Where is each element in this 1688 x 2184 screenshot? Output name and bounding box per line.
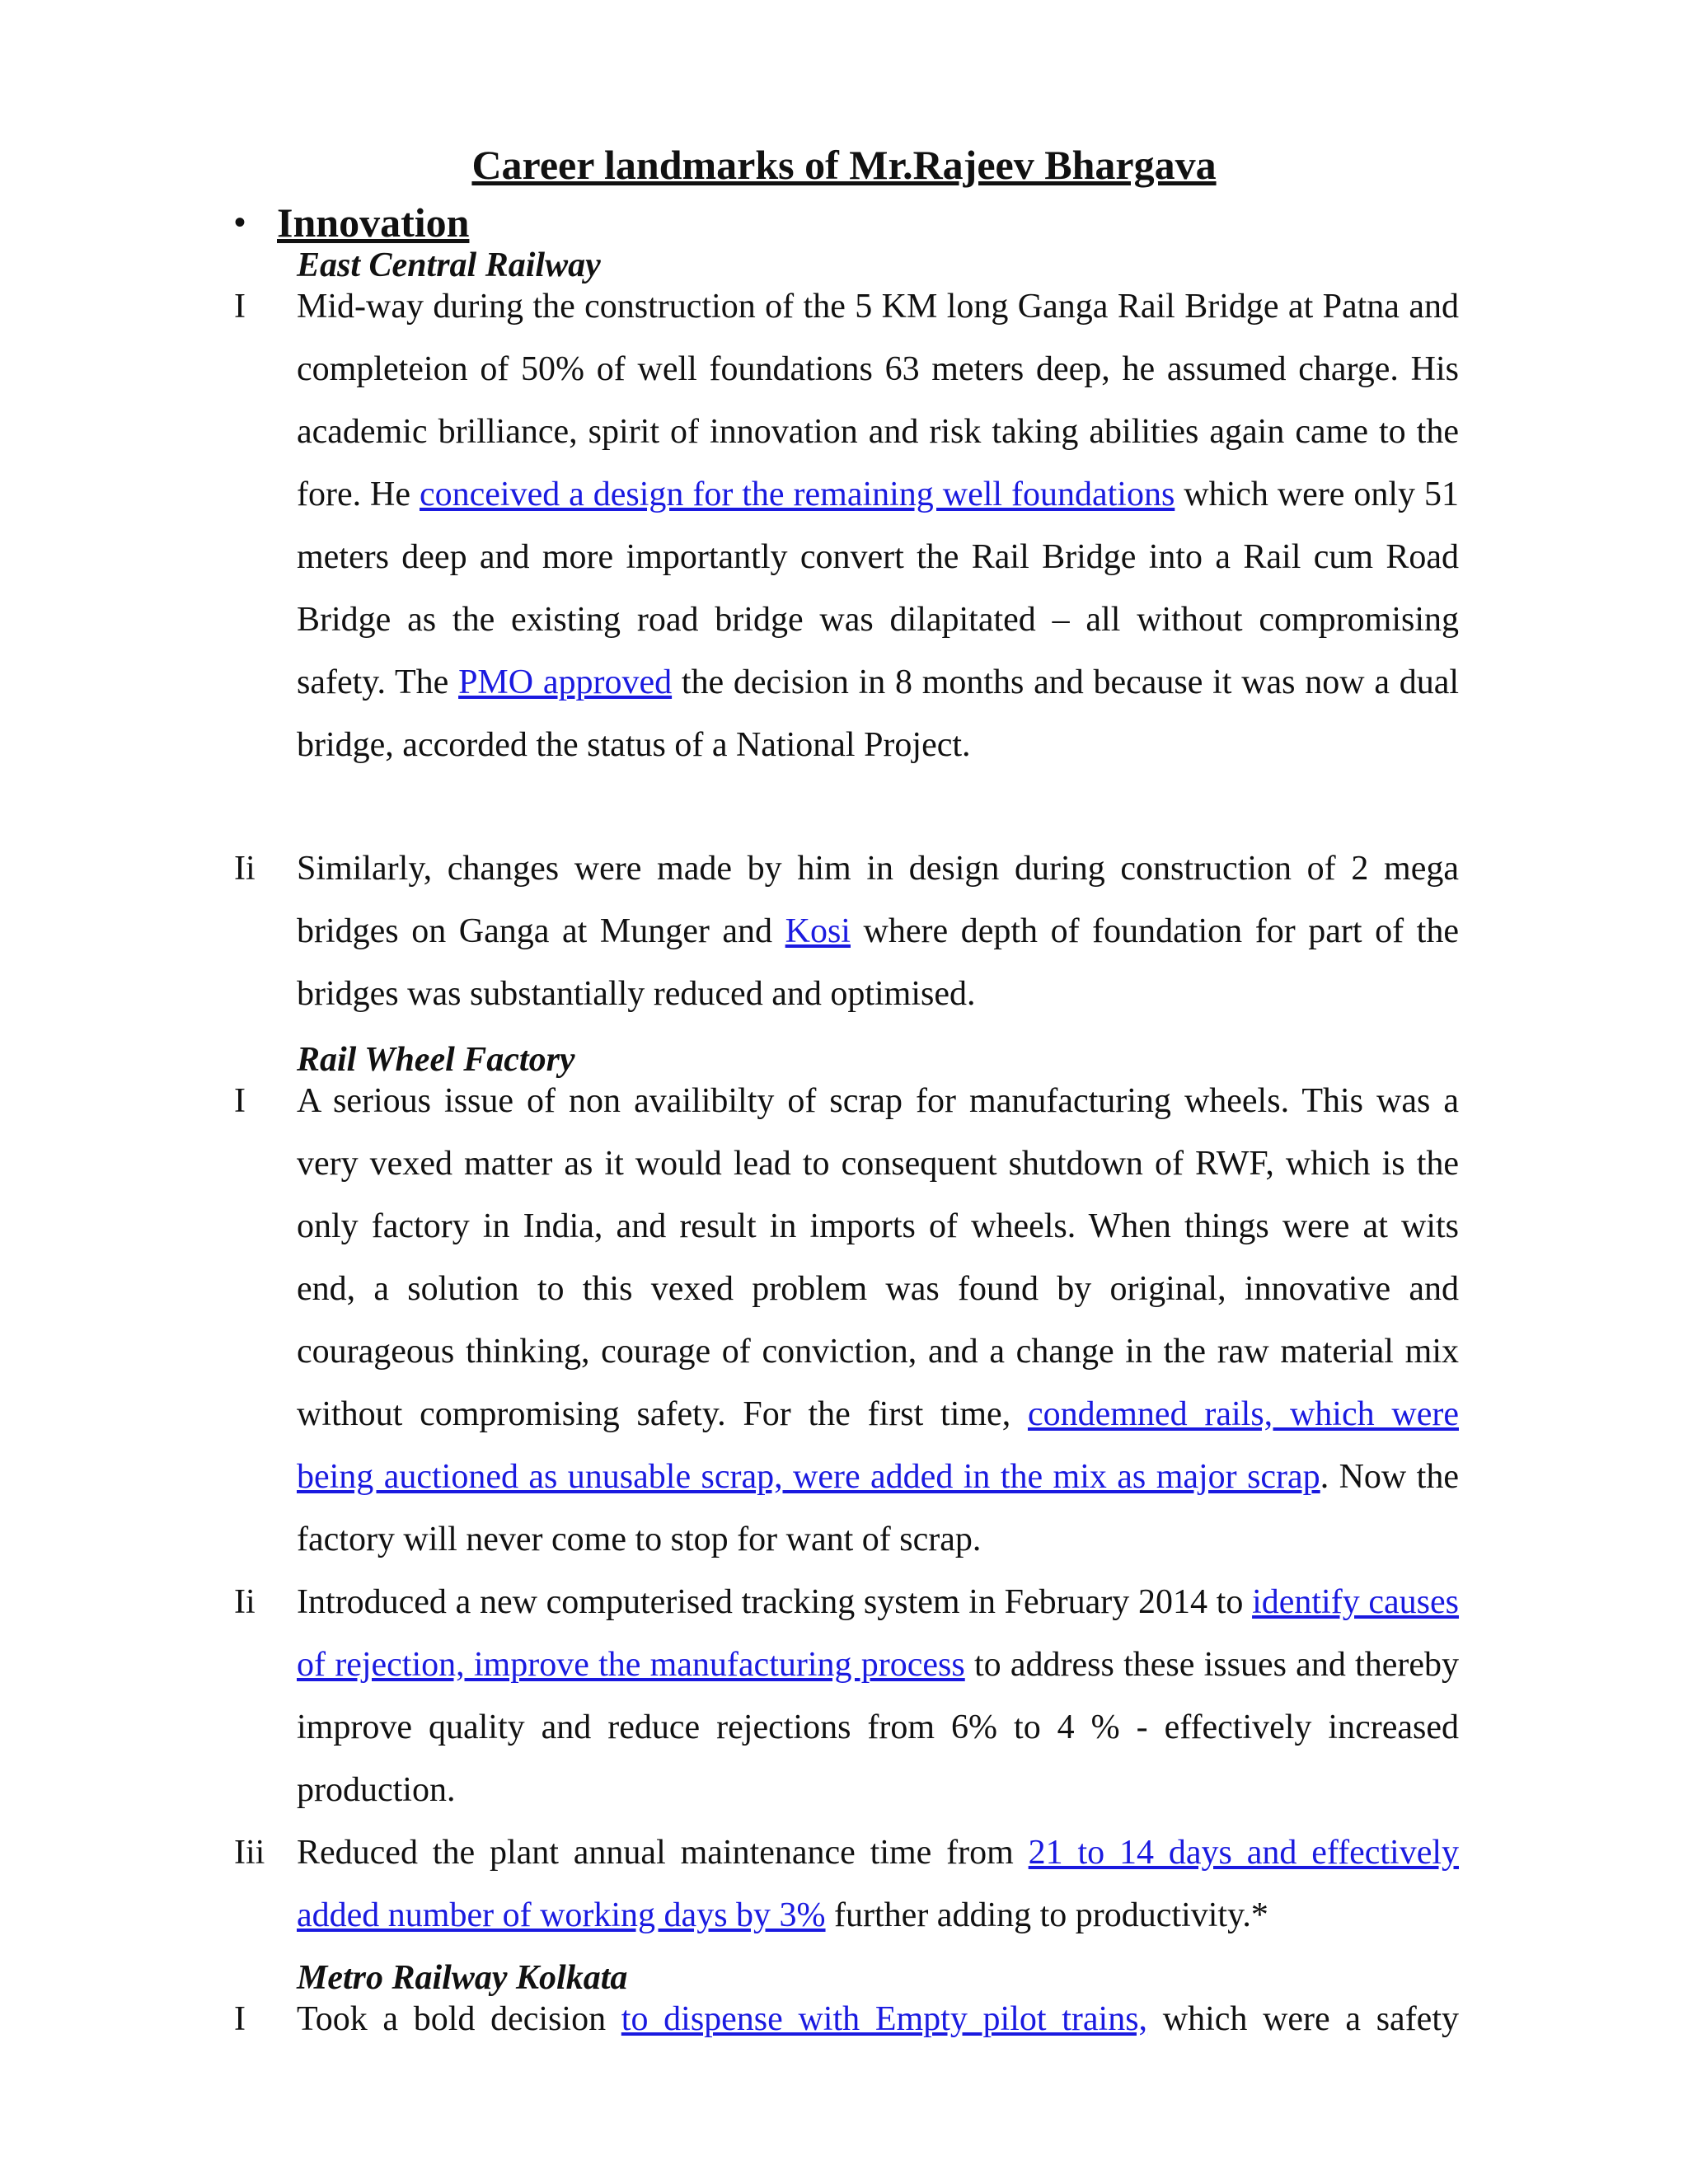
link-conceived-design[interactable]: conceived a design for the remaining well foundations [419,476,1175,513]
section-heading-east-central-railway: East Central Railway [297,246,601,284]
link-maintenance-days[interactable]: 21 to 14 days and effectively added number of working days by 3% [297,1834,1459,1934]
paragraph-ecr-1 [297,275,1459,776]
item-number: Ii [234,1583,256,1621]
paragraph-text: which were only 51 meters deep and more importantly convert the Rail Bridge into a Rail cum Road Bridge as the existing road bridge was dilapitated – all without compromising safety. The [297,476,1459,701]
link-pmo-approved[interactable]: PMO approved [458,663,673,701]
paragraph-text: A serious issue of non availibilty of scrap for manufacturing wheels. This was a very vexed matter as it would lead to consequent shutdown of RWF, which is the only factory in India, and result in imports of wheels. When things were at wits end, a solution to this vexed problem was found by original, innovative and courageous thinking, courage of conviction, and a change in the raw material mix without compromising safety. For the first time, [297,1082,1459,1433]
paragraph-text: to address these issues and thereby improve quality and reduce rejections from 6% to 4 % - effectively increased production. [297,1646,1459,1809]
item-number: I [234,2000,246,2038]
paragraph-rwf-1 [297,1070,1459,1571]
section-heading-rail-wheel-factory: Rail Wheel Factory [297,1041,575,1079]
paragraph-rwf-3 [297,1821,1459,1947]
paragraph-text: where depth of foundation for part of the bridges was substantially reduced and optimised. [297,912,1459,1013]
paragraph-text: Introduced a new computerised tracking system in February 2014 to [297,1583,1253,1621]
paragraph-text: which were a safety [1147,2000,1459,2038]
bullet-icon: • [234,204,246,241]
heading-text: Innovation [277,199,470,246]
paragraph-text: further adding to productivity.* [825,1896,1268,1934]
paragraph-text: the decision in 8 months and because it was now a dual bridge, accorded the status of a National Project. [297,663,1460,764]
item-number: I [234,288,246,326]
link-kosi[interactable]: Kosi [785,912,851,950]
paragraph-text: Reduced the plant annual maintenance time from [297,1834,1029,1872]
page-title: Career landmarks of Mr.Rajeev Bhargava [471,142,1217,188]
paragraph-rwf-2 [297,1571,1459,1821]
paragraph-text: Mid-way during the construction of the 5 KM long Ganga Rail Bridge at Patna and completeion of 50% of well foundations 63 meters deep, he assumed charge. His academic brilliance, spirit of innovation and risk taking abilities again came to the fore. He [297,288,1459,513]
item-number: Iii [234,1834,265,1872]
paragraph-text: Took a bold decision [297,2000,621,2038]
link-dispense-pilot-trains[interactable]: to dispense with Empty pilot trains, [621,2000,1148,2038]
link-condemned-rails[interactable]: condemned rails, which were being auctioned as unusable scrap, were added in the mix as major scrap [297,1395,1459,1496]
section-heading-metro-railway-kolkata: Metro Railway Kolkata [297,1959,628,1997]
item-number: I [234,1082,246,1120]
paragraph-text: . Now the factory will never come to stop for want of scrap. [297,1458,1459,1558]
paragraph-metro-1 [297,1988,1459,2050]
link-identify-causes[interactable]: identify causes of rejection, improve the manufacturing process [297,1583,1460,1684]
paragraph-text: Similarly, changes were made by him in design during construction of 2 mega bridges on Ganga at Munger and [297,850,1459,950]
innovation-heading [234,196,469,249]
paragraph-ecr-2 [297,837,1459,1025]
item-number: Ii [234,850,256,888]
